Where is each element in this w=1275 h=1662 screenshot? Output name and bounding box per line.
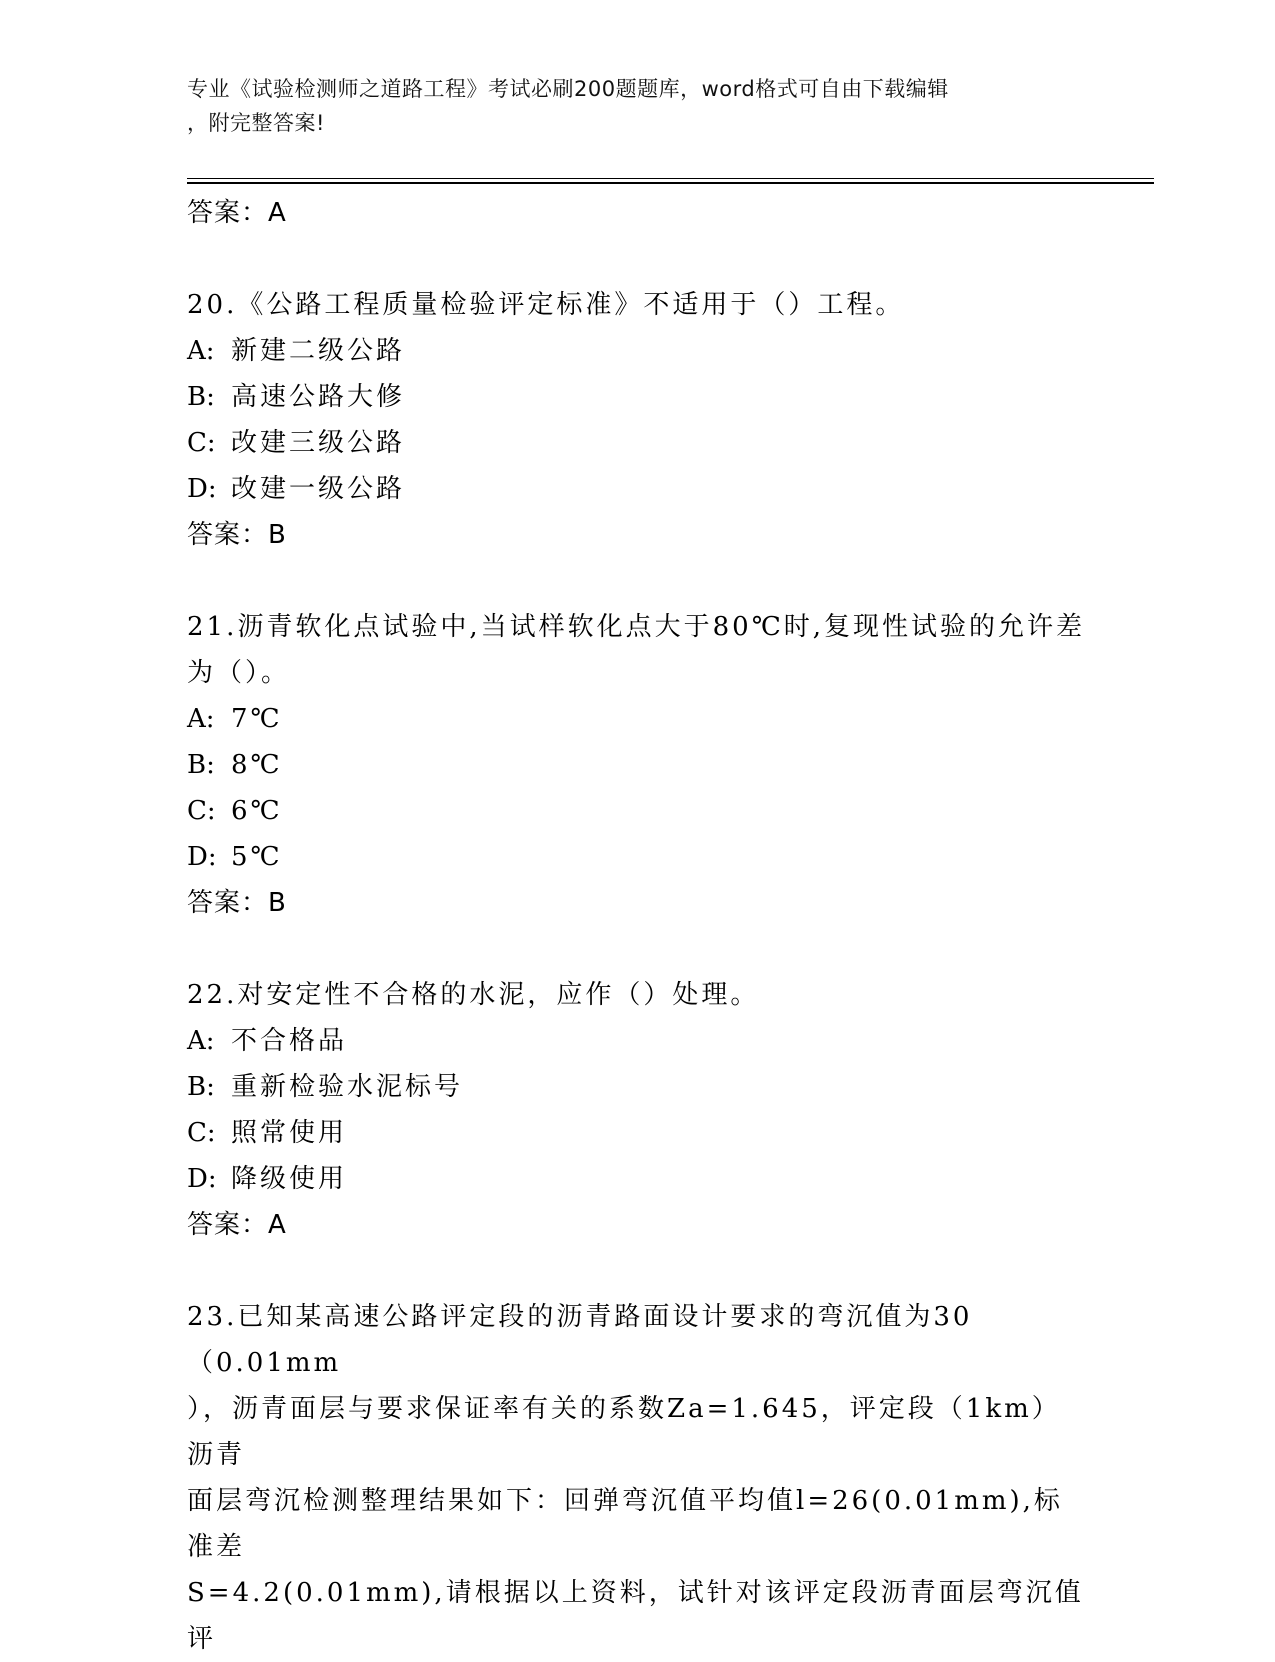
option-letter: A: xyxy=(187,1026,215,1056)
document-header xyxy=(187,72,1077,140)
option-letter: D: xyxy=(187,1164,217,1194)
question-text-line: 20.《公路工程质量检验评定标准》不适用于（）工程。 xyxy=(187,290,905,320)
option-letter: B: xyxy=(187,382,215,412)
option-text: 改建一级公路 xyxy=(231,474,406,504)
question-text-line: 面层弯沉检测整理结果如下：回弹弯沉值平均值l=26(0.01mm),标准差 xyxy=(187,1486,1063,1562)
question-text-line: 为（）。 xyxy=(187,658,291,688)
question-text-line: 23.已知某高速公路评定段的沥青路面设计要求的弯沉值为30（0.01mm xyxy=(187,1302,973,1378)
question-21 xyxy=(187,604,1087,696)
question-list xyxy=(187,190,1087,1662)
question-text-line: 21.沥青软化点试验中,当试样软化点大于80℃时,复现性试验的允许差 xyxy=(187,612,1086,642)
option-text: 6℃ xyxy=(231,796,283,826)
option-a xyxy=(187,328,1087,374)
option-letter: C: xyxy=(187,796,216,826)
answer-line: 答案：A xyxy=(187,198,287,228)
option-text: 改建三级公路 xyxy=(231,428,406,458)
question-20 xyxy=(187,282,1087,328)
option-letter: D: xyxy=(187,842,217,872)
answer-line: 答案：B xyxy=(187,888,287,918)
option-text: 7℃ xyxy=(231,704,283,734)
option-text: 8℃ xyxy=(231,750,283,780)
question-22 xyxy=(187,972,1087,1018)
option-c xyxy=(187,788,1087,834)
option-letter: B: xyxy=(187,750,215,780)
option-letter: A: xyxy=(187,336,215,366)
option-b xyxy=(187,742,1087,788)
option-letter: B: xyxy=(187,1072,215,1102)
option-text: 不合格品 xyxy=(231,1026,348,1056)
option-a xyxy=(187,696,1087,742)
option-c xyxy=(187,1110,1087,1156)
header-line-2: ，附完整答案! xyxy=(187,111,325,135)
option-b xyxy=(187,1064,1087,1110)
header-divider-thick xyxy=(187,182,1154,184)
header-line-1: 专业《试验检测师之道路工程》考试必刷200题题库，word格式可自由下载编辑 xyxy=(187,77,949,101)
option-c xyxy=(187,420,1087,466)
option-a xyxy=(187,1018,1087,1064)
option-letter: A: xyxy=(187,704,215,734)
option-d xyxy=(187,834,1087,880)
header-divider-thin xyxy=(187,178,1154,179)
question-text-line: ），沥青面层与要求保证率有关的系数Za=1.645，评定段（1km）沥青 xyxy=(187,1394,1061,1470)
answer-line: 答案：B xyxy=(187,520,287,550)
option-letter: D: xyxy=(187,474,217,504)
option-text: 重新检验水泥标号 xyxy=(231,1072,464,1102)
question-23 xyxy=(187,1294,1087,1662)
option-text: 降级使用 xyxy=(231,1164,348,1194)
option-text: 照常使用 xyxy=(231,1118,348,1148)
option-d xyxy=(187,1156,1087,1202)
option-text: 高速公路大修 xyxy=(231,382,406,412)
question-text-line: 22.对安定性不合格的水泥，应作（）处理。 xyxy=(187,980,760,1010)
option-b xyxy=(187,374,1087,420)
option-letter: C: xyxy=(187,428,216,458)
option-text: 新建二级公路 xyxy=(231,336,406,366)
option-text: 5℃ xyxy=(231,842,283,872)
option-d xyxy=(187,466,1087,512)
option-letter: C: xyxy=(187,1118,216,1148)
question-text-line: S=4.2(0.01mm),请根据以上资料，试针对该评定段沥青面层弯沉值评 xyxy=(187,1578,1084,1654)
answer-line: 答案：A xyxy=(187,1210,287,1240)
